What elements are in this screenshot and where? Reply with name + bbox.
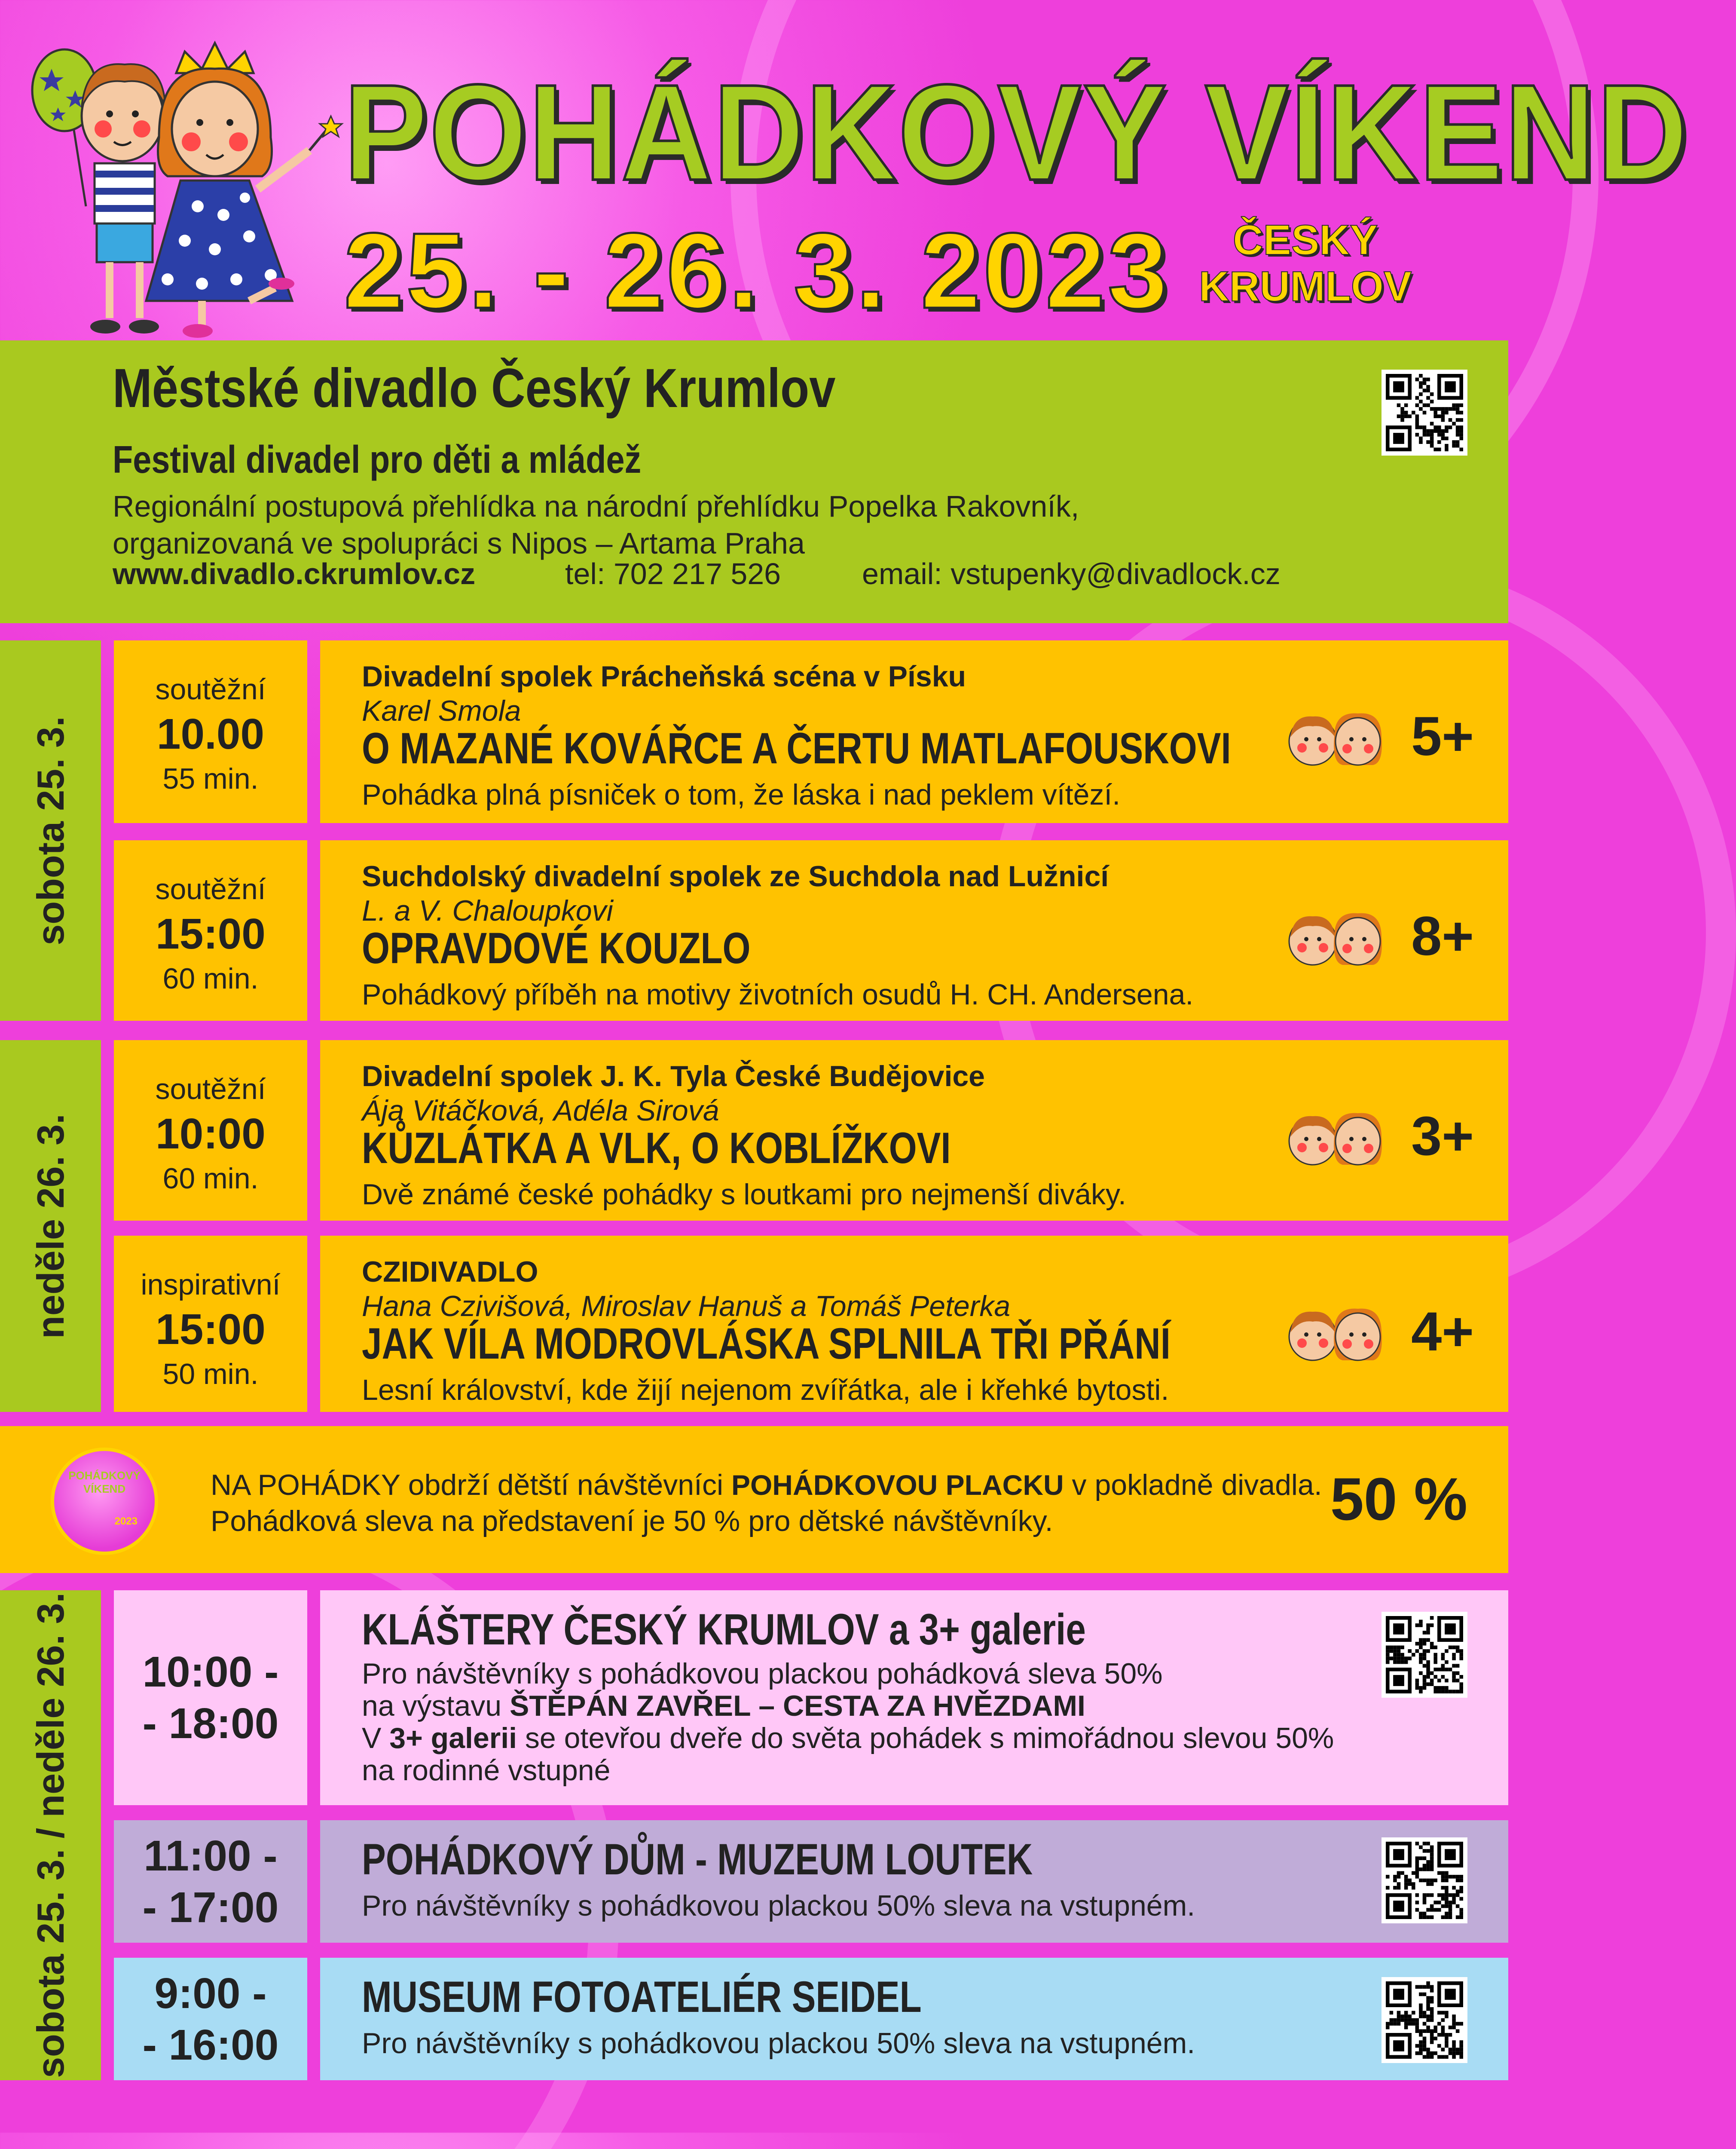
kids-faces-icon: [1283, 1302, 1386, 1362]
venue-time-end: - 18:00: [142, 1699, 279, 1748]
day-label-sunday: [0, 1040, 101, 1412]
show-card: [320, 1040, 1508, 1221]
fairy-badge-icon: [51, 1448, 158, 1555]
contacts: [113, 559, 1281, 589]
venue-line: Pro návštěvníky s pohádkovou plackou 50% sleva na vstupném.: [362, 2027, 1195, 2060]
kids-illustration: [17, 26, 344, 344]
city-line: ČESKÝ: [1232, 216, 1378, 263]
show-description: Pohádkový příběh na motivy životních osudů H. CH. Andersena.: [362, 978, 1194, 1011]
show-category: soutěžní: [155, 1073, 266, 1105]
city-line: KRUMLOV: [1199, 262, 1412, 310]
show-card: [320, 640, 1508, 823]
event-city: [1199, 217, 1412, 310]
day-label-text: neděle 26. 3.: [29, 1113, 72, 1339]
show-duration: 55 min.: [162, 762, 259, 795]
gallery-name: 3+ galerii: [389, 1722, 517, 1754]
age-rating: 8+: [1411, 906, 1474, 967]
venue-line: Pro návštěvníky s pohádkovou plackou 50% sleva na vstupném.: [362, 1889, 1195, 1922]
age-rating: 5+: [1411, 706, 1474, 767]
venue-time-start: 11:00 -: [144, 1831, 278, 1880]
venue-text-part: na výstavu: [362, 1690, 510, 1722]
venue-text-part: se otevřou dveře do světa pohádek s mimořádnou slevou 50%: [517, 1722, 1334, 1754]
show-duration: 60 min.: [162, 962, 259, 995]
show-card: [320, 1236, 1508, 1412]
show-duration: 60 min.: [162, 1162, 259, 1195]
venue-line: Pro návštěvníky s pohádkovou plackou pohádková sleva 50%: [362, 1657, 1163, 1690]
qr-code[interactable]: [1381, 370, 1467, 456]
discount-line: Pohádková sleva na představení je 50 % pro dětské návštěvníky.: [211, 1505, 1053, 1537]
qr-code[interactable]: [1381, 1837, 1467, 1923]
venue-time-end: - 16:00: [142, 2020, 279, 2069]
phone[interactable]: tel: 702 217 526: [565, 557, 781, 591]
discount-text-part: NA POHÁDKY obdrží dětští návštěvníci: [211, 1469, 731, 1501]
kids-faces-icon: [1283, 707, 1386, 767]
show-time: 15:00: [156, 1305, 266, 1353]
show-description: Pohádka plná písniček o tom, že láska i nad peklem vítězí.: [362, 778, 1121, 811]
show-company: Suchdolský divadelní spolek ze Suchdola nad Lužnicí: [362, 860, 1109, 893]
discount-band: [0, 1426, 1508, 1573]
website-link[interactable]: www.divadlo.ckrumlov.cz: [113, 557, 476, 591]
discount-highlight: POHÁDKOVOU PLACKU: [731, 1469, 1064, 1501]
venue-time: [114, 1590, 307, 1805]
qr-code[interactable]: [1381, 1977, 1467, 2063]
kids-faces-icon: [1283, 1107, 1386, 1167]
show-author: Karel Smola: [362, 695, 521, 727]
discount-text: [211, 1467, 1322, 1539]
show-time-box: [114, 1040, 307, 1221]
venue-time: [114, 1820, 307, 1943]
venue-time-end: - 17:00: [142, 1883, 279, 1932]
day-label-saturday: [0, 640, 101, 1021]
description-line: organizovaná ve spolupráci s Nipos – Artama Praha: [113, 527, 805, 560]
venue-title: MUSEUM FOTOATELIÉR SEIDEL: [362, 1972, 922, 2021]
age-rating: 4+: [1411, 1301, 1474, 1362]
badge-text: POHÁDKOVÝ VÍKEND: [68, 1469, 141, 1495]
day-label-text: sobota 25. 3. / neděle 26. 3.: [29, 1592, 72, 2078]
show-duration: 50 min.: [162, 1358, 259, 1390]
theatre-name: Městské divadlo Český Krumlov: [113, 358, 836, 419]
show-description: Lesní království, kde žijí nejenom zvířátka, ale i křehké bytosti.: [362, 1374, 1169, 1406]
venue-card: [320, 1590, 1508, 1805]
venue-time-start: 9:00 -: [154, 1969, 267, 2017]
festival-description: [113, 488, 1079, 562]
event-dates: 25. - 26. 3. 2023: [344, 211, 1170, 331]
show-time-box: [114, 640, 307, 823]
venue-title: KLÁŠTERY ČESKÝ KRUMLOV a 3+ galerie: [362, 1605, 1086, 1654]
email[interactable]: email: vstupenky@divadlock.cz: [862, 557, 1281, 591]
show-description: Dvě známé české pohádky s loutkami pro nejmenší diváky.: [362, 1178, 1126, 1211]
show-time: 10:00: [156, 1110, 266, 1158]
kids-faces-icon: [1283, 907, 1386, 967]
show-title: OPRAVDOVÉ KOUZLO: [362, 924, 751, 973]
discount-text-part: v pokladně divadla.: [1064, 1469, 1322, 1501]
show-card: [320, 840, 1508, 1021]
day-label-text: sobota 25. 3.: [29, 716, 72, 946]
venue-title: POHÁDKOVÝ DŮM - MUZEUM LOUTEK: [362, 1835, 1033, 1884]
description-line: Regionální postupová přehlídka na národní přehlídku Popelka Rakovník,: [113, 490, 1079, 523]
venue-line: na rodinné vstupné: [362, 1754, 611, 1787]
venue-line: [362, 1723, 1334, 1753]
show-time-box: [114, 840, 307, 1021]
show-time-box: [114, 1236, 307, 1412]
discount-percent: 50 %: [1330, 1465, 1467, 1533]
badge-year: 2023: [114, 1515, 138, 1527]
festival-name: Festival divadel pro děti a mládež: [113, 438, 642, 481]
venue-card: [320, 1958, 1508, 2080]
venue-time: [114, 1958, 307, 2080]
qr-code[interactable]: [1381, 1612, 1467, 1698]
day-label-weekend: [0, 1590, 101, 2080]
show-company: CZIDIVADLO: [362, 1255, 538, 1288]
show-company: Divadelní spolek Prácheňská scéna v Písku: [362, 660, 966, 693]
venue-text-part: V: [362, 1722, 390, 1754]
show-title: KŮZLÁTKA A VLK, O KOBLÍŽKOVI: [362, 1123, 951, 1172]
venue-card: [320, 1820, 1508, 1943]
show-author: Ája Vitáčková, Adéla Sirová: [362, 1094, 719, 1127]
show-author: Hana Czivišová, Miroslav Hanuš a Tomáš Peterka: [362, 1290, 1011, 1322]
show-company: Divadelní spolek J. K. Tyla České Budějovice: [362, 1060, 985, 1093]
show-category: soutěžní: [155, 673, 266, 706]
show-title: O MAZANÉ KOVÁŘCE A ČERTU MATLAFOUSKOVI: [362, 724, 1231, 773]
show-time: 15:00: [156, 910, 266, 958]
show-author: L. a V. Chaloupkovi: [362, 894, 613, 927]
show-category: inspirativní: [141, 1268, 281, 1301]
event-title: POHÁDKOVÝ VÍKEND: [344, 56, 1690, 209]
exhibition-name: ŠTĚPÁN ZAVŘEL – CESTA ZA HVĚZDAMI: [509, 1690, 1085, 1722]
age-rating: 3+: [1411, 1105, 1474, 1167]
show-category: soutěžní: [155, 873, 266, 906]
show-title: JAK VÍLA MODROVLÁSKA SPLNILA TŘI PŘÁNÍ: [362, 1319, 1171, 1368]
venue-line: [362, 1691, 1085, 1720]
show-time: 10.00: [156, 710, 265, 758]
venue-time-start: 10:00 -: [142, 1648, 279, 1696]
